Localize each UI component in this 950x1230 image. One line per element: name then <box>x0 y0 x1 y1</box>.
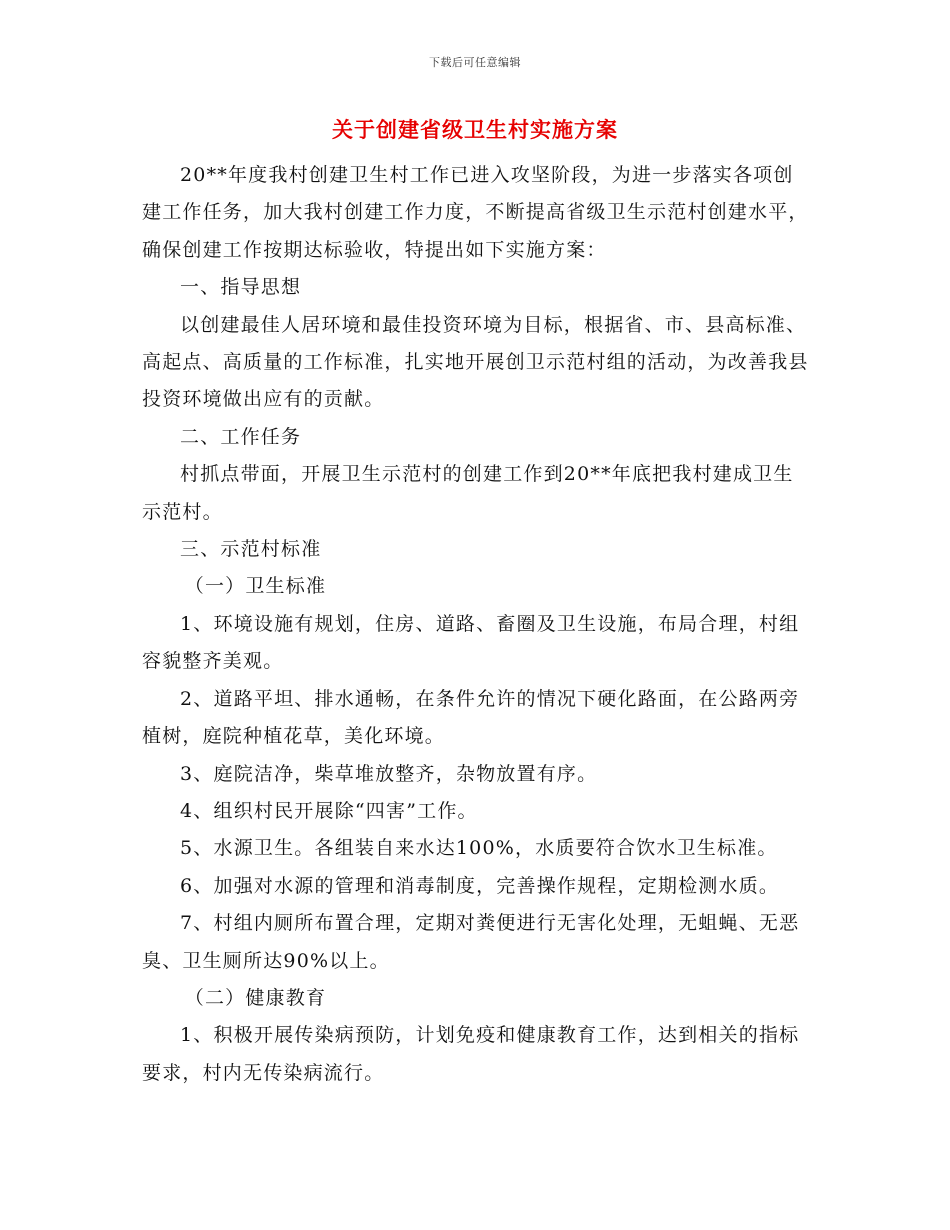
work-tasks-paragraph: 村抓点带面，开展卫生示范村的创建工作到20**年底把我村建成卫生示范村。 <box>142 463 794 523</box>
list-item: 1、积极开展传染病预防，计划免疫和健康教育工作，达到相关的指标要求，村内无传染病流行。 <box>142 1024 800 1084</box>
subsection-heading-hygiene: （一）卫生标准 <box>184 575 327 598</box>
list-item: 4、组织村民开展除“四害”工作。 <box>180 799 478 822</box>
list-item: 6、加强对水源的管理和消毒制度，完善操作规程，定期检测水质。 <box>180 874 780 897</box>
guiding-thought-paragraph: 以创建最佳人居环境和最佳投资环境为目标，根据省、市、县高标准、高起点、高质量的工作标准，扎实地开展创卫示范村组的活动，为改善我县投资环境做出应有的贡献。 <box>142 313 809 411</box>
document-title: 关于创建省级卫生村实施方案 <box>332 117 618 142</box>
list-item: 2、道路平坦、排水通畅，在条件允许的情况下硬化路面，在公路两旁植树，庭院种植花草，美化环境。 <box>142 687 800 748</box>
header-note: 下载后可任意编辑 <box>429 56 521 69</box>
list-item: 7、村组内厕所布置合理，定期对粪便进行无害化处理，无蛆蝇、无恶臭、卫生厕所达90%以上。 <box>142 912 800 972</box>
section-heading-work-tasks: 二、工作任务 <box>180 425 302 448</box>
subsection-heading-health-education: （二）健康教育 <box>184 986 327 1009</box>
section-heading-guiding-thought: 一、指导思想 <box>180 276 302 299</box>
list-item: 3、庭院洁净，柴草堆放整齐，杂物放置有序。 <box>180 762 598 785</box>
document-body <box>142 157 812 1092</box>
list-item: 1、环境设施有规划，住房、道路、畜圈及卫生设施，布局合理，村组容貌整齐美观。 <box>142 612 800 673</box>
list-item: 5、水源卫生。各组装自来水达100%，水质要符合饮水卫生标准。 <box>180 837 778 860</box>
intro-paragraph: 20**年度我村创建卫生村工作已进入攻坚阶段，为进一步落实各项创建工作任务，加大我村创建工作力度，不断提高省级卫生示范村创建水平，确保创建工作按期达标验收，特提出如下实施方案： <box>142 164 809 261</box>
section-heading-standards: 三、示范村标准 <box>180 538 322 561</box>
